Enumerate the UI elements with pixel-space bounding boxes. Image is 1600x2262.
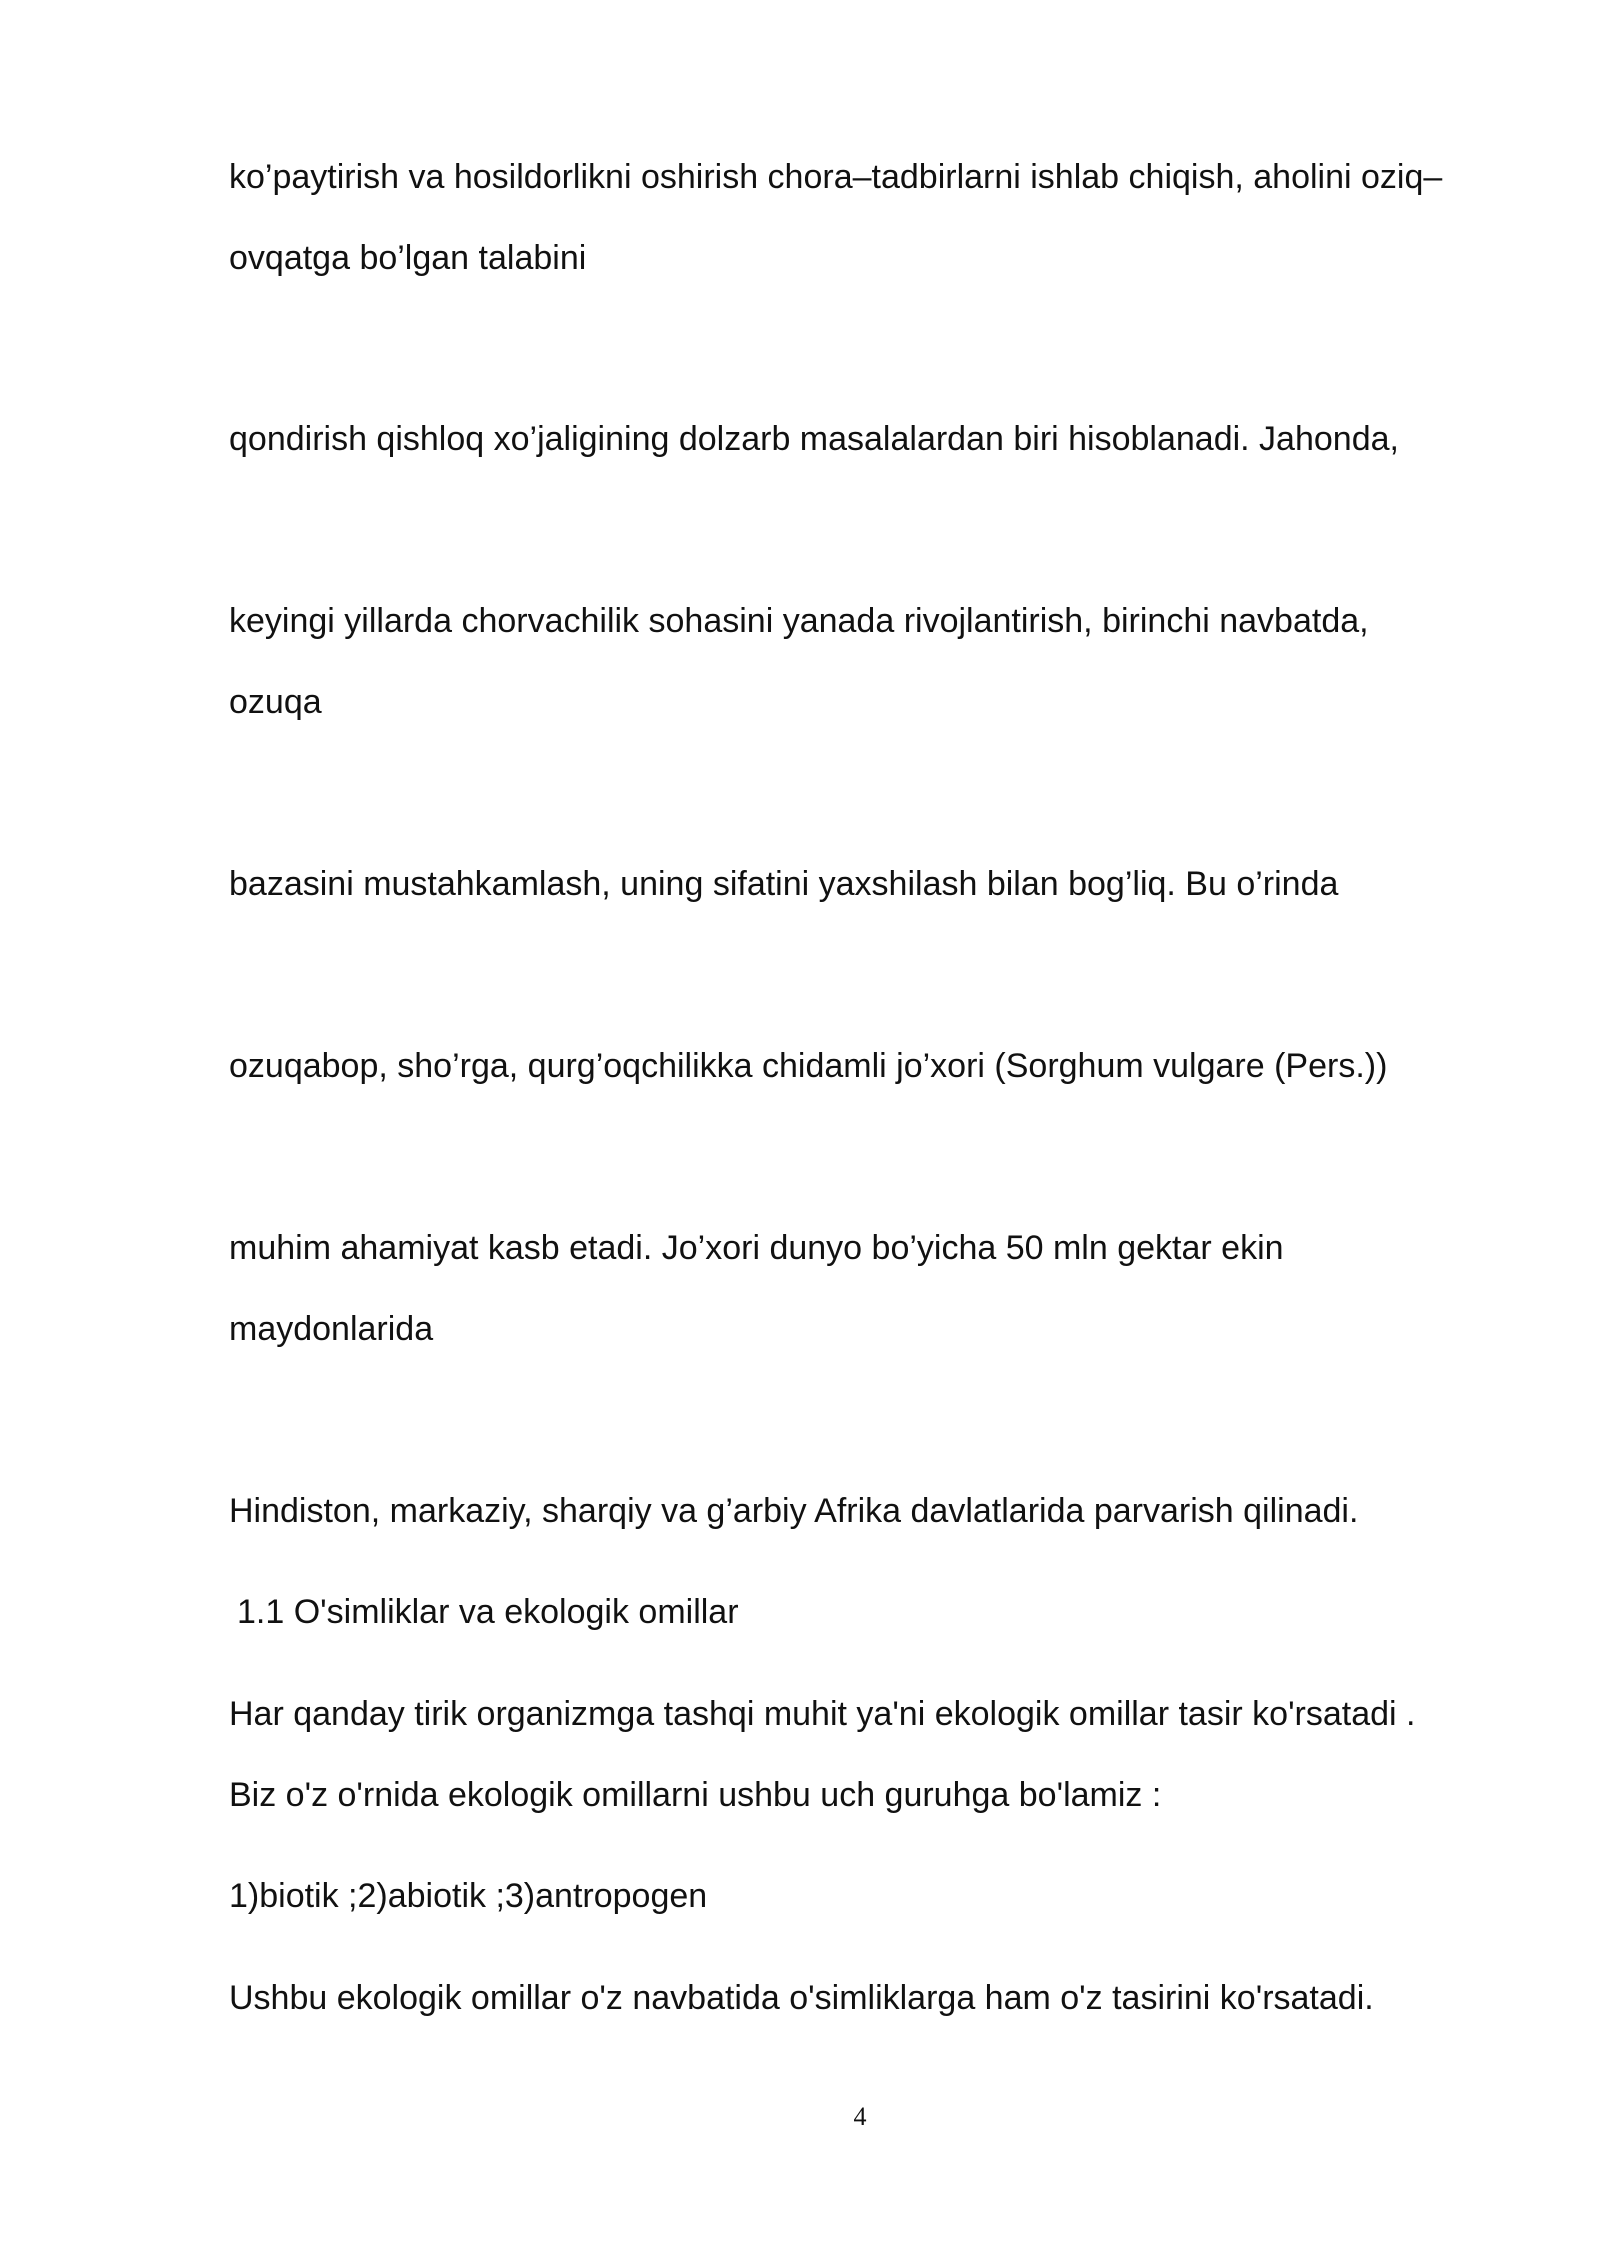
text-line: ko’paytirish va hosildorlikni oshirish chora–tadbirlarni ishlab chiqish, aholini oziq– — [229, 158, 1443, 196]
text-line: Ushbu ekologik omillar o'z navbatida o'simliklarga ham o'z tasirini ko'rsatadi. — [229, 1979, 1374, 2017]
text-line: bazasini mustahkamlash, uning sifatini yaxshilash bilan bog’liq. Bu o’rinda — [229, 865, 1339, 903]
text-line: Biz o'z o'rnida ekologik omillarni ushbu uch guruhga bo'lamiz : — [229, 1776, 1162, 1814]
text-line: keyingi yillarda chorvachilik sohasini yanada rivojlantirish, birinchi navbatda, — [229, 602, 1369, 640]
page-number: 4 — [853, 2102, 867, 2131]
text-line: ozuqabop, sho’rga, qurg’oqchilikka chidamli jo’xori (Sorghum vulgare (Pers.)) — [229, 1047, 1388, 1085]
text-line: muhim ahamiyat kasb etadi. Jo’xori dunyo bo’yicha 50 mln gektar ekin — [229, 1229, 1284, 1267]
text-line: qondirish qishloq xo’jaligining dolzarb masalalardan biri hisoblanadi. Jahonda, — [229, 420, 1399, 458]
text-line: Har qanday tirik organizmga tashqi muhit ya'ni ekologik omillar tasir ko'rsatadi . — [229, 1695, 1416, 1733]
text-line: ozuqa — [229, 683, 322, 721]
text-line: Hindiston, markaziy, sharqiy va g’arbiy Afrika davlatlarida parvarish qilinadi. — [229, 1492, 1359, 1530]
text-line: 1)biotik ;2)abiotik ;3)antropogen — [229, 1877, 708, 1915]
text-line: ovqatga bo’lgan talabini — [229, 239, 587, 277]
text-line: maydonlarida — [229, 1310, 434, 1348]
section-heading: 1.1 O'simliklar va ekologik omillar — [237, 1593, 739, 1631]
